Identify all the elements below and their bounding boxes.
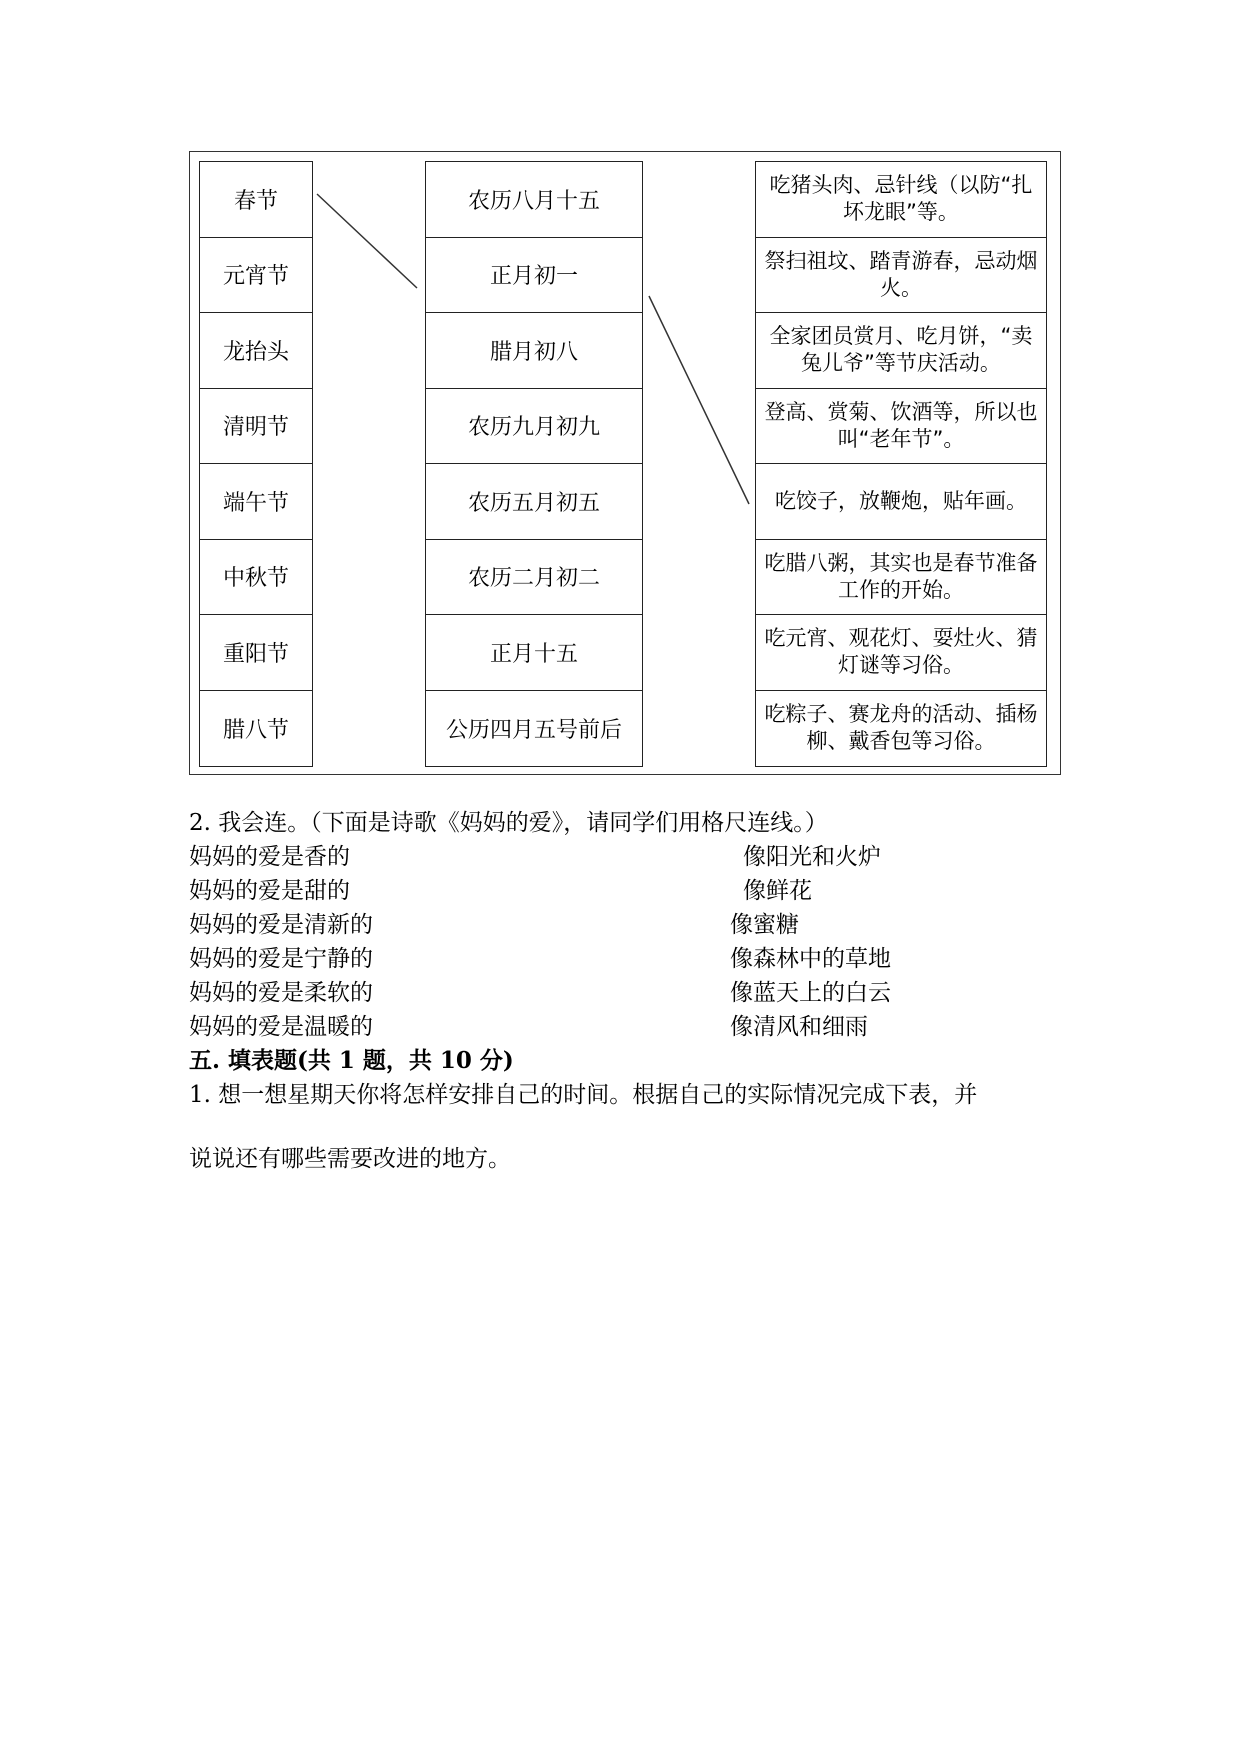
festival-cell: 重阳节 <box>200 615 312 691</box>
festival-cell: 春节 <box>200 162 312 238</box>
poem-right-item: 像森林中的草地 <box>730 946 891 972</box>
date-cell: 农历九月初九 <box>426 389 642 465</box>
poem-right-item: 像鲜花 <box>743 878 812 904</box>
example-connector-lines <box>190 152 1062 776</box>
custom-cell: 吃腊八粥，其实也是春节准备工作的开始。 <box>756 540 1046 616</box>
question-1-text-line-1: 1. 想一想星期天你将怎样安排自己的时间。根据自己的实际情况完成下表，并 <box>189 1082 978 1108</box>
custom-cell: 全家团员赏月、吃月饼，“卖兔儿爷”等节庆活动。 <box>756 313 1046 389</box>
connector-line-festival-to-date <box>317 194 417 288</box>
festival-cell: 元宵节 <box>200 238 312 314</box>
section-5-title: 五. 填表题(共 1 题，共 10 分) <box>189 1047 514 1074</box>
date-cell: 农历二月初二 <box>426 540 642 616</box>
poem-right-item: 像蓝天上的白云 <box>730 980 891 1006</box>
poem-left-item: 妈妈的爱是香的 <box>189 844 350 870</box>
festival-cell: 中秋节 <box>200 540 312 616</box>
festival-cell: 龙抬头 <box>200 313 312 389</box>
date-cell: 腊月初八 <box>426 313 642 389</box>
festival-matching-figure <box>189 151 1061 775</box>
custom-cell: 祭扫祖坟、踏青游春，忌动烟火。 <box>756 238 1046 314</box>
festival-cell: 清明节 <box>200 389 312 465</box>
poem-left-item: 妈妈的爱是宁静的 <box>189 946 373 972</box>
poem-left-item: 妈妈的爱是温暖的 <box>189 1014 373 1040</box>
question-1-text-line-2: 说说还有哪些需要改进的地方。 <box>189 1146 511 1172</box>
date-cell: 公历四月五号前后 <box>445 717 622 743</box>
date-cell: 正月十五 <box>426 615 642 691</box>
poem-right-item: 像阳光和火炉 <box>743 844 881 870</box>
date-cell: 农历八月十五 <box>426 162 642 238</box>
festival-cell: 端午节 <box>200 464 312 540</box>
custom-cell: 吃粽子、赛龙舟的活动、插杨柳、戴香包等习俗。 <box>764 702 1038 754</box>
custom-cell: 吃饺子，放鞭炮，贴年画。 <box>756 464 1046 540</box>
poem-left-item: 妈妈的爱是甜的 <box>189 878 350 904</box>
poem-right-item: 像清风和细雨 <box>730 1014 868 1040</box>
custom-cell: 吃元宵、观花灯、耍灶火、猜灯谜等习俗。 <box>756 615 1046 691</box>
date-cell: 农历五月初五 <box>426 464 642 540</box>
date-cell: 正月初一 <box>426 238 642 314</box>
custom-cell: 吃猪头肉、忌针线（以防“扎坏龙眼”等。 <box>756 162 1046 238</box>
poem-left-item: 妈妈的爱是清新的 <box>189 912 373 938</box>
poem-right-item: 像蜜糖 <box>730 912 799 938</box>
poem-left-item: 妈妈的爱是柔软的 <box>189 980 373 1006</box>
question-2-prompt: 2. 我会连。（下面是诗歌《妈妈的爱》，请同学们用格尺连线。） <box>189 810 828 836</box>
festival-cell: 腊八节 <box>222 717 289 743</box>
custom-cell: 登高、赏菊、饮酒等，所以也叫“老年节”。 <box>756 389 1046 465</box>
connector-line-date-to-custom <box>649 296 749 504</box>
